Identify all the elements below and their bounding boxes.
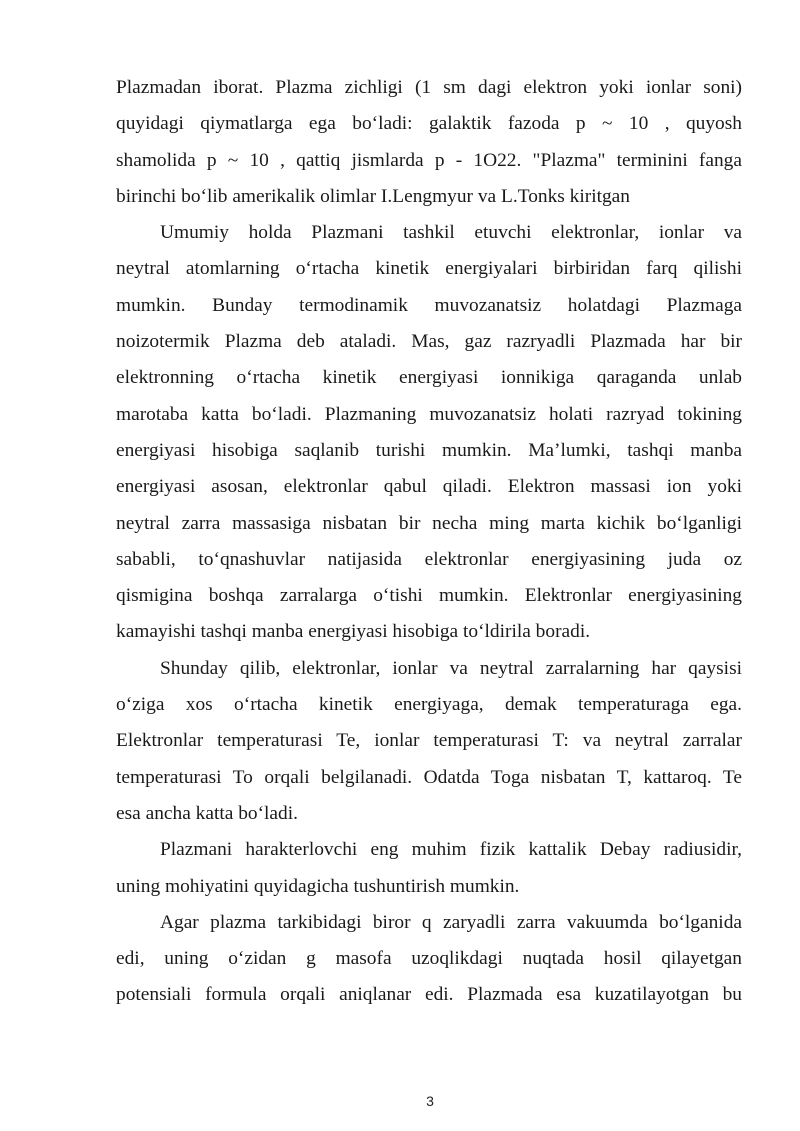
text-line: uning mohiyatini quyidagicha tushuntirish mumkin. (116, 875, 520, 897)
paragraph (116, 215, 742, 651)
text-line: kamayishi tashqi manba energiyasi hisobiga to‘ldirila boradi. (116, 621, 591, 643)
text-line: temperaturasi To orqali belgilanadi. Odatda Toga nisbatan T, kattaroq. Te (116, 766, 742, 788)
page-number: 3 (426, 1093, 434, 1109)
text-line: esa ancha katta bo‘ladi. (116, 802, 298, 824)
text-line: neytral atomlarning o‘rtacha kinetik energiyalari birbiridan farq qilishi (116, 258, 742, 280)
text-line: Agar plazma tarkibidagi biror q zaryadli zarra vakuumda bo‘lganida (160, 911, 742, 933)
text-line: mumkin. Bunday termodinamik muvozanatsiz holatdagi Plazmaga (116, 294, 742, 316)
text-line: Umumiy holda Plazmani tashkil etuvchi elektronlar, ionlar va (160, 222, 742, 244)
text-line: noizotermik Plazma deb ataladi. Mas, gaz razryadli Plazmada har bir (116, 331, 742, 353)
text-line: potensiali formula orqali aniqlanar edi. Plazmada esa kuzatilayotgan bu (116, 984, 742, 1006)
text-line: Elektronlar temperaturasi Te, ionlar temperaturasi T: va neytral zarralar (116, 730, 742, 752)
text-line: neytral zarra massasiga nisbatan bir necha ming marta kichik bo‘lganligi (116, 512, 742, 534)
text-line: Plazmadan iborat. Plazma zichligi (1 sm dagi elektron yoki ionlar soni) (116, 77, 742, 98)
body-text (116, 70, 742, 1014)
text-line: edi, uning o‘zidan g masofa uzoqlikdagi nuqtada hosil qilayetgan (116, 948, 742, 970)
paragraph (116, 905, 742, 1014)
text-line: marotaba katta bo‘ladi. Plazmaning muvozanatsiz holati razryad tokining (116, 403, 742, 425)
paragraph (116, 651, 742, 832)
text-line: energiyasi asosan, elektronlar qabul qiladi. Elektron massasi ion yoki (116, 476, 742, 498)
text-line: energiyasi hisobiga saqlanib turishi mumkin. Ma’lumki, tashqi manba (116, 439, 742, 461)
text-line: Shunday qilib, elektronlar, ionlar va neytral zarralarning har qaysisi (160, 657, 742, 679)
text-line: elektronning o‘rtacha kinetik energiyasi ionnikiga qaraganda unlab (116, 367, 742, 389)
text-line: qismigina boshqa zarralarga o‘tishi mumkin. Elektronlar energiyasining (116, 585, 742, 607)
text-line: sababli, to‘qnashuvlar natijasida elektronlar energiyasining juda oz (116, 548, 742, 570)
text-line: birinchi bo‘lib amerikalik olimlar I.Lengmyur va L.Tonks kiritgan (116, 185, 630, 207)
text-line: o‘ziga xos o‘rtacha kinetik energiyaga, demak temperaturaga ega. (116, 694, 742, 716)
paragraph (116, 70, 742, 215)
text-line: shamolida p ~ 10 , qattiq jismlarda p - 1O22. "Plazma" terminini fanga (116, 149, 742, 171)
paragraph (116, 832, 742, 905)
text-line: quyidagi qiymatlarga ega bo‘ladi: galaktik fazoda p ~ 10 , quyosh (116, 113, 742, 135)
text-line: Plazmani harakterlovchi eng muhim fizik kattalik Debay radiusidir, (160, 839, 742, 861)
